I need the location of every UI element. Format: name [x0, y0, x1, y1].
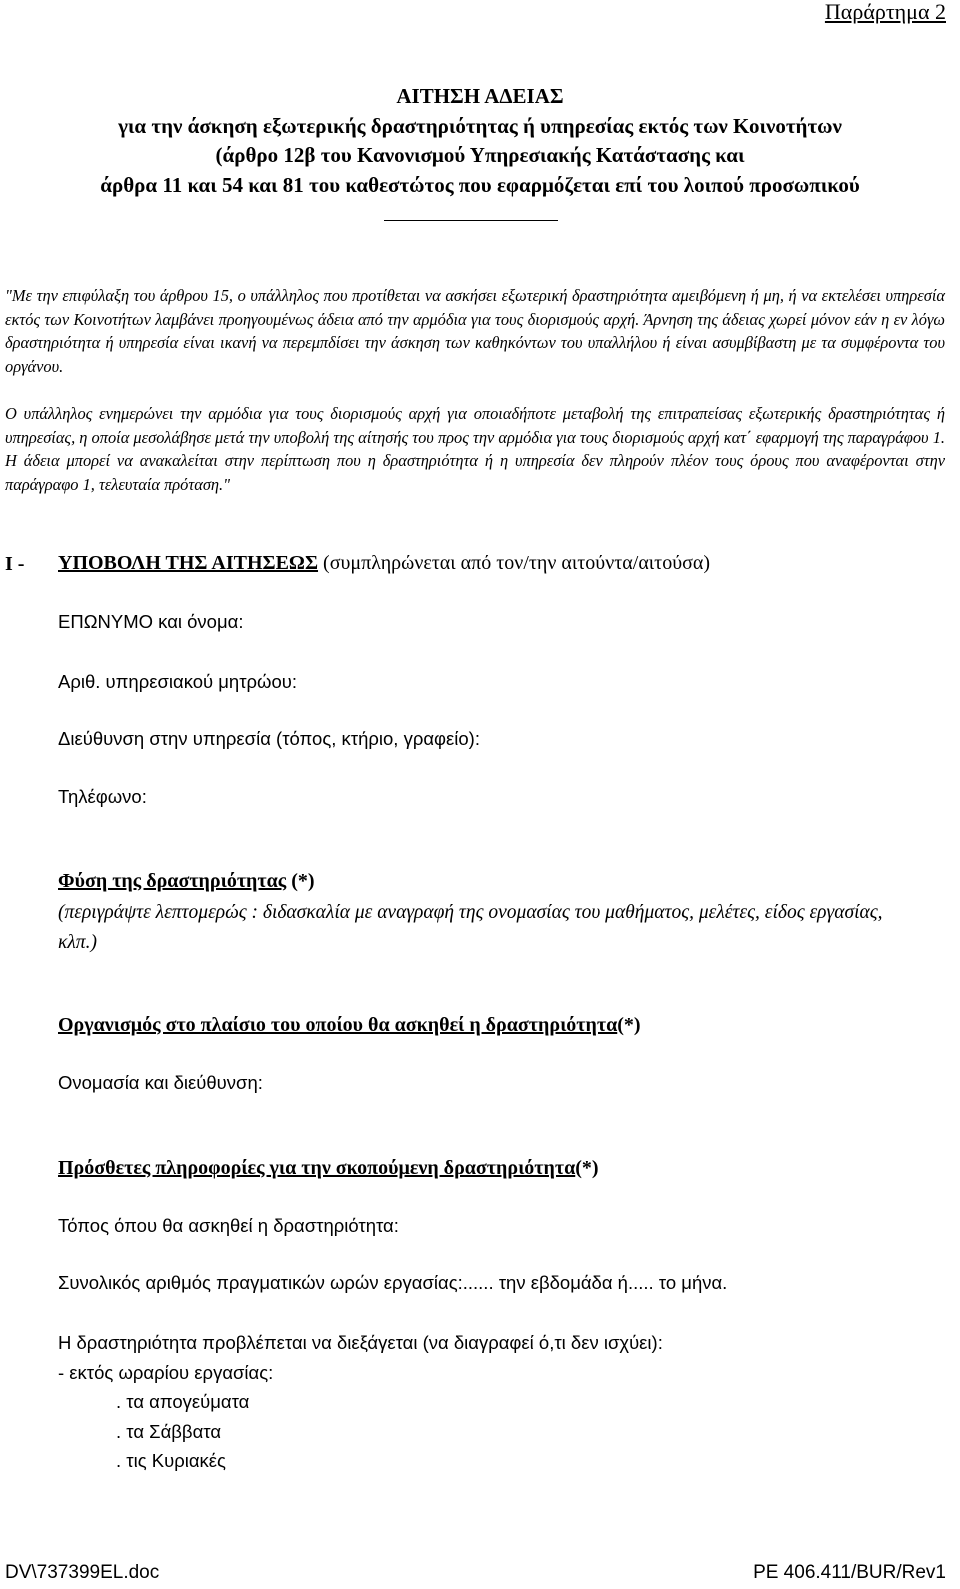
title-line-3: (άρθρο 12β του Κανονισμού Υπηρεσιακής Κατάστασης και: [215, 143, 745, 167]
footer-pe-ref: PE 406.411/BUR/Rev1: [753, 1562, 946, 1583]
title-line-4: άρθρα 11 και 54 και 81 του καθεστώτος που εφαρμόζεται επί του λοιπού προσωπικού: [100, 172, 860, 197]
activity-place-field: Τόπος όπου θα ασκηθεί η δραστηριότητα:: [58, 1215, 399, 1236]
title-divider: [384, 220, 558, 221]
organisation-heading: [58, 1014, 641, 1037]
additional-info-mark: (*): [575, 1157, 599, 1179]
quote-paragraph-1: "Με την επιφύλαξη του άρθρου 15, ο υπάλληλος που προτίθεται να ασκήσει εξωτερική δραστηριότητα αμειβόμενη ή μη, ή να εκτελέσει υπηρεσία εκτός των Κοινοτήτων λαμβάνει προηγουμένως άδεια από την αρμόδια για τους διορισμούς αρχή. Άρνηση της άδειας χωρεί μόνον εάν η εν λόγω δραστηριότητα ή υπηρεσία είναι ικανή να περεμπδίσει την άσκηση των καθηκόντων του υπαλλήλου ή είναι ασυμβίβαστη με τα συμφέροντα του οργάνου.: [5, 286, 945, 376]
nature-mark: (*): [286, 870, 315, 892]
nature-heading-title: Φύση της δραστηριότητας: [58, 870, 287, 892]
section-heading: [58, 552, 710, 575]
section-number: I -: [5, 553, 25, 575]
option-sundays: . τις Κυριακές: [116, 1450, 226, 1471]
outside-hours-item: - εκτός ωραρίου εργασίας:: [58, 1361, 274, 1383]
additional-info-heading-title: Πρόσθετες πληροφορίες για την σκοπούμενη δραστηριότητα: [58, 1157, 576, 1179]
quote-paragraph-2: Ο υπάλληλος ενημερώνει την αρμόδια για τους διορισμούς αρχή για οποιαδήποτε μεταβολή της επιτραπείσας εξωτερικής δραστηριότητας ή υπηρεσίας, η οποία μεσολάβησε μετά την υποβολή της αίτησής του προς την αρμόδια για τους διορισμούς αρχή κατ΄ εφαρμογή της παραγράφου 1. Η άδεια μπορεί να ανακαλείται στην περίπτωση που η δραστηριότητα ή η υπηρεσία δεν πληρούν πλέον τους όρους που αναφέρονται στην παράγραφο 1, τελευταία πρόταση.": [5, 404, 945, 494]
staff-number-field: Αριθ. υπηρεσιακού μητρώου:: [58, 671, 298, 692]
organisation-heading-title: Οργανισμός στο πλαίσιο του οποίου θα ασκηθεί η δραστηριότητα: [58, 1014, 618, 1036]
section-heading-title: ΥΠΟΒΟΛΗ ΤΗΣ ΑΙΤΗΣΕΩΣ: [58, 552, 319, 574]
organisation-mark: (*): [617, 1014, 641, 1036]
surname-name-field: ΕΠΩΝΥΜΟ και όνομα:: [58, 611, 244, 632]
title-line-2: για την άσκηση εξωτερικής δραστηριότητας ή υπηρεσίας εκτός των Κοινοτήτων: [118, 113, 842, 138]
title-line-1: ΑΙΤΗΣΗ ΑΔΕΙΑΣ: [396, 84, 564, 108]
additional-info-heading: [58, 1157, 599, 1180]
footer-document-ref: DV\737399EL.doc: [5, 1562, 160, 1583]
nature-heading: [58, 870, 315, 893]
working-hours-field: Συνολικός αριθμός πραγματικών ωρών εργασίας:...... την εβδομάδα ή..... το μήνα.: [58, 1272, 728, 1293]
document-title: [0, 82, 960, 200]
annex-label: Παράρτημα 2: [824, 0, 946, 24]
option-saturdays: . τα Σάββατα: [116, 1420, 222, 1442]
nature-note: (περιγράψτε λεπτομερώς : διδασκαλία με αναγραφή της ονομασίας του μαθήματος, μελέτες, είδος εργασίας, κλπ.): [58, 902, 883, 953]
phone-field: Τηλέφωνο:: [58, 786, 147, 807]
section-heading-note: (συμπληρώνεται από τον/την αιτούντα/αιτούσα): [318, 552, 711, 574]
schedule-intro: Η δραστηριότητα προβλέπεται να διεξάγεται (να διαγραφεί ό,τι δεν ισχύει):: [58, 1332, 663, 1353]
schedule-list: [58, 1328, 663, 1476]
service-address-field: Διεύθυνση στην υπηρεσία (τόπος, κτήριο, γραφείο):: [58, 728, 480, 749]
organisation-name-address-field: Ονομασία και διεύθυνση:: [58, 1072, 263, 1093]
option-afternoons: . τα απογεύματα: [116, 1391, 250, 1412]
